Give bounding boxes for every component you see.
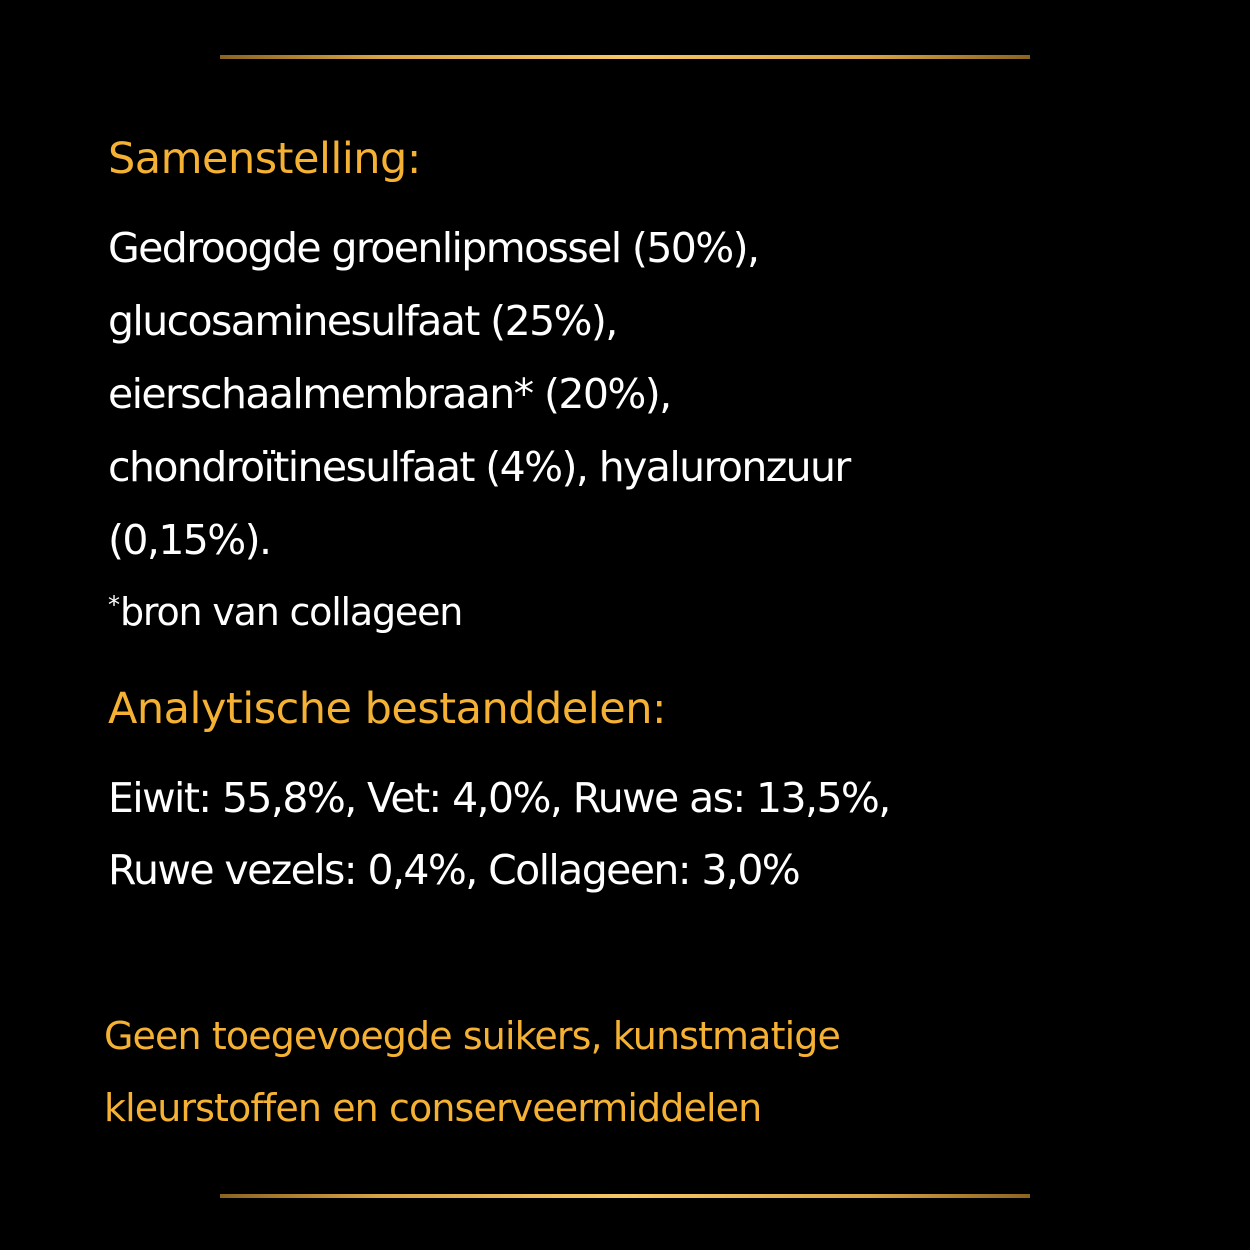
footnote-mark: *: [108, 591, 120, 619]
composition-heading: Samenstelling:: [108, 134, 421, 184]
claim-line: Geen toegevoegde suikers, kunstmatige: [104, 1014, 840, 1058]
analysis-line: Eiwit: 55,8%, Vet: 4,0%, Ruwe as: 13,5%,: [108, 774, 890, 822]
claim-line: kleurstoffen en conserveermiddelen: [104, 1086, 762, 1130]
composition-line: chondroïtinesulfaat (4%), hyaluronzuur: [108, 443, 850, 491]
composition-footnote: [108, 590, 1188, 634]
footnote-text: bron van collageen: [120, 590, 463, 634]
analysis-line: Ruwe vezels: 0,4%, Collageen: 3,0%: [108, 846, 800, 894]
analysis-text: [108, 762, 1188, 906]
top-gold-divider: [220, 55, 1030, 59]
composition-line: (0,15%).: [108, 516, 271, 564]
bottom-gold-divider: [220, 1194, 1030, 1198]
composition-text: [108, 212, 1188, 577]
composition-line: Gedroogde groenlipmossel (50%),: [108, 224, 759, 272]
no-additives-claim: [104, 1000, 1184, 1144]
composition-line: eierschaalmembraan* (20%),: [108, 370, 671, 418]
analysis-heading: Analytische bestanddelen:: [108, 684, 666, 734]
composition-line: glucosaminesulfaat (25%),: [108, 297, 617, 345]
